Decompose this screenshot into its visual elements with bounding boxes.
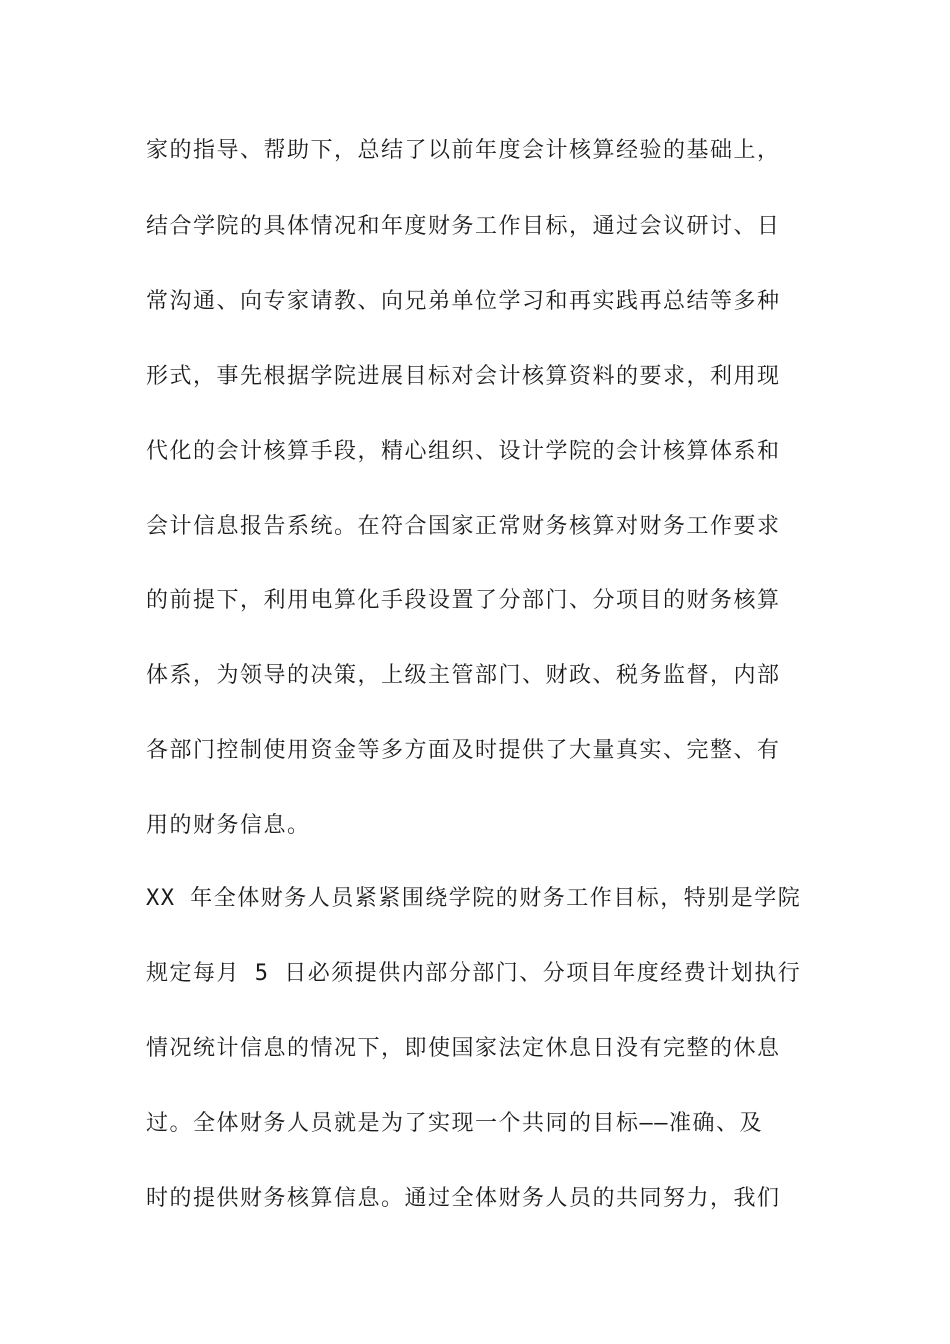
text-line: 用的财务信息。 — [146, 813, 311, 838]
text-line: 过。全体财务人员就是为了实现一个共同的目标——准确、及 — [146, 1111, 763, 1136]
text-line: 的前提下，利用电算化手段设置了分部门、分项目的财务核算 — [146, 588, 781, 613]
text-line: XX 年全体财务人员紧紧围绕学院的财务工作目标，特别是学院 — [146, 886, 802, 911]
text-line: 家的指导、帮助下，总结了以前年度会计核算经验的基础上， — [146, 138, 781, 163]
text-line: 体系，为领导的决策，上级主管部门、财政、税务监督，内部 — [146, 663, 781, 688]
text-line: 情况统计信息的情况下，即使国家法定休息日没有完整的休息 — [146, 1036, 781, 1061]
text-line: 会计信息报告系统。在符合国家正常财务核算对财务工作要求 — [146, 514, 781, 539]
text-line: 形式，事先根据学院进展目标对会计核算资料的要求，利用现 — [146, 364, 781, 389]
text-line: 时的提供财务核算信息。通过全体财务人员的共同努力，我们 — [146, 1186, 781, 1211]
text-line: 代化的会计核算手段，精心组织、设计学院的会计核算体系和 — [146, 439, 781, 464]
text-line: 结合学院的具体情况和年度财务工作目标，通过会议研讨、日 — [146, 214, 781, 239]
text-line: 常沟通、向专家请教、向兄弟单位学习和再实践再总结等多种 — [146, 289, 781, 314]
text-line: 各部门控制使用资金等多方面及时提供了大量真实、完整、有 — [146, 738, 781, 763]
text-line: 规定每月 5 日必须提供内部分部门、分项目年度经费计划执行 — [146, 961, 802, 986]
